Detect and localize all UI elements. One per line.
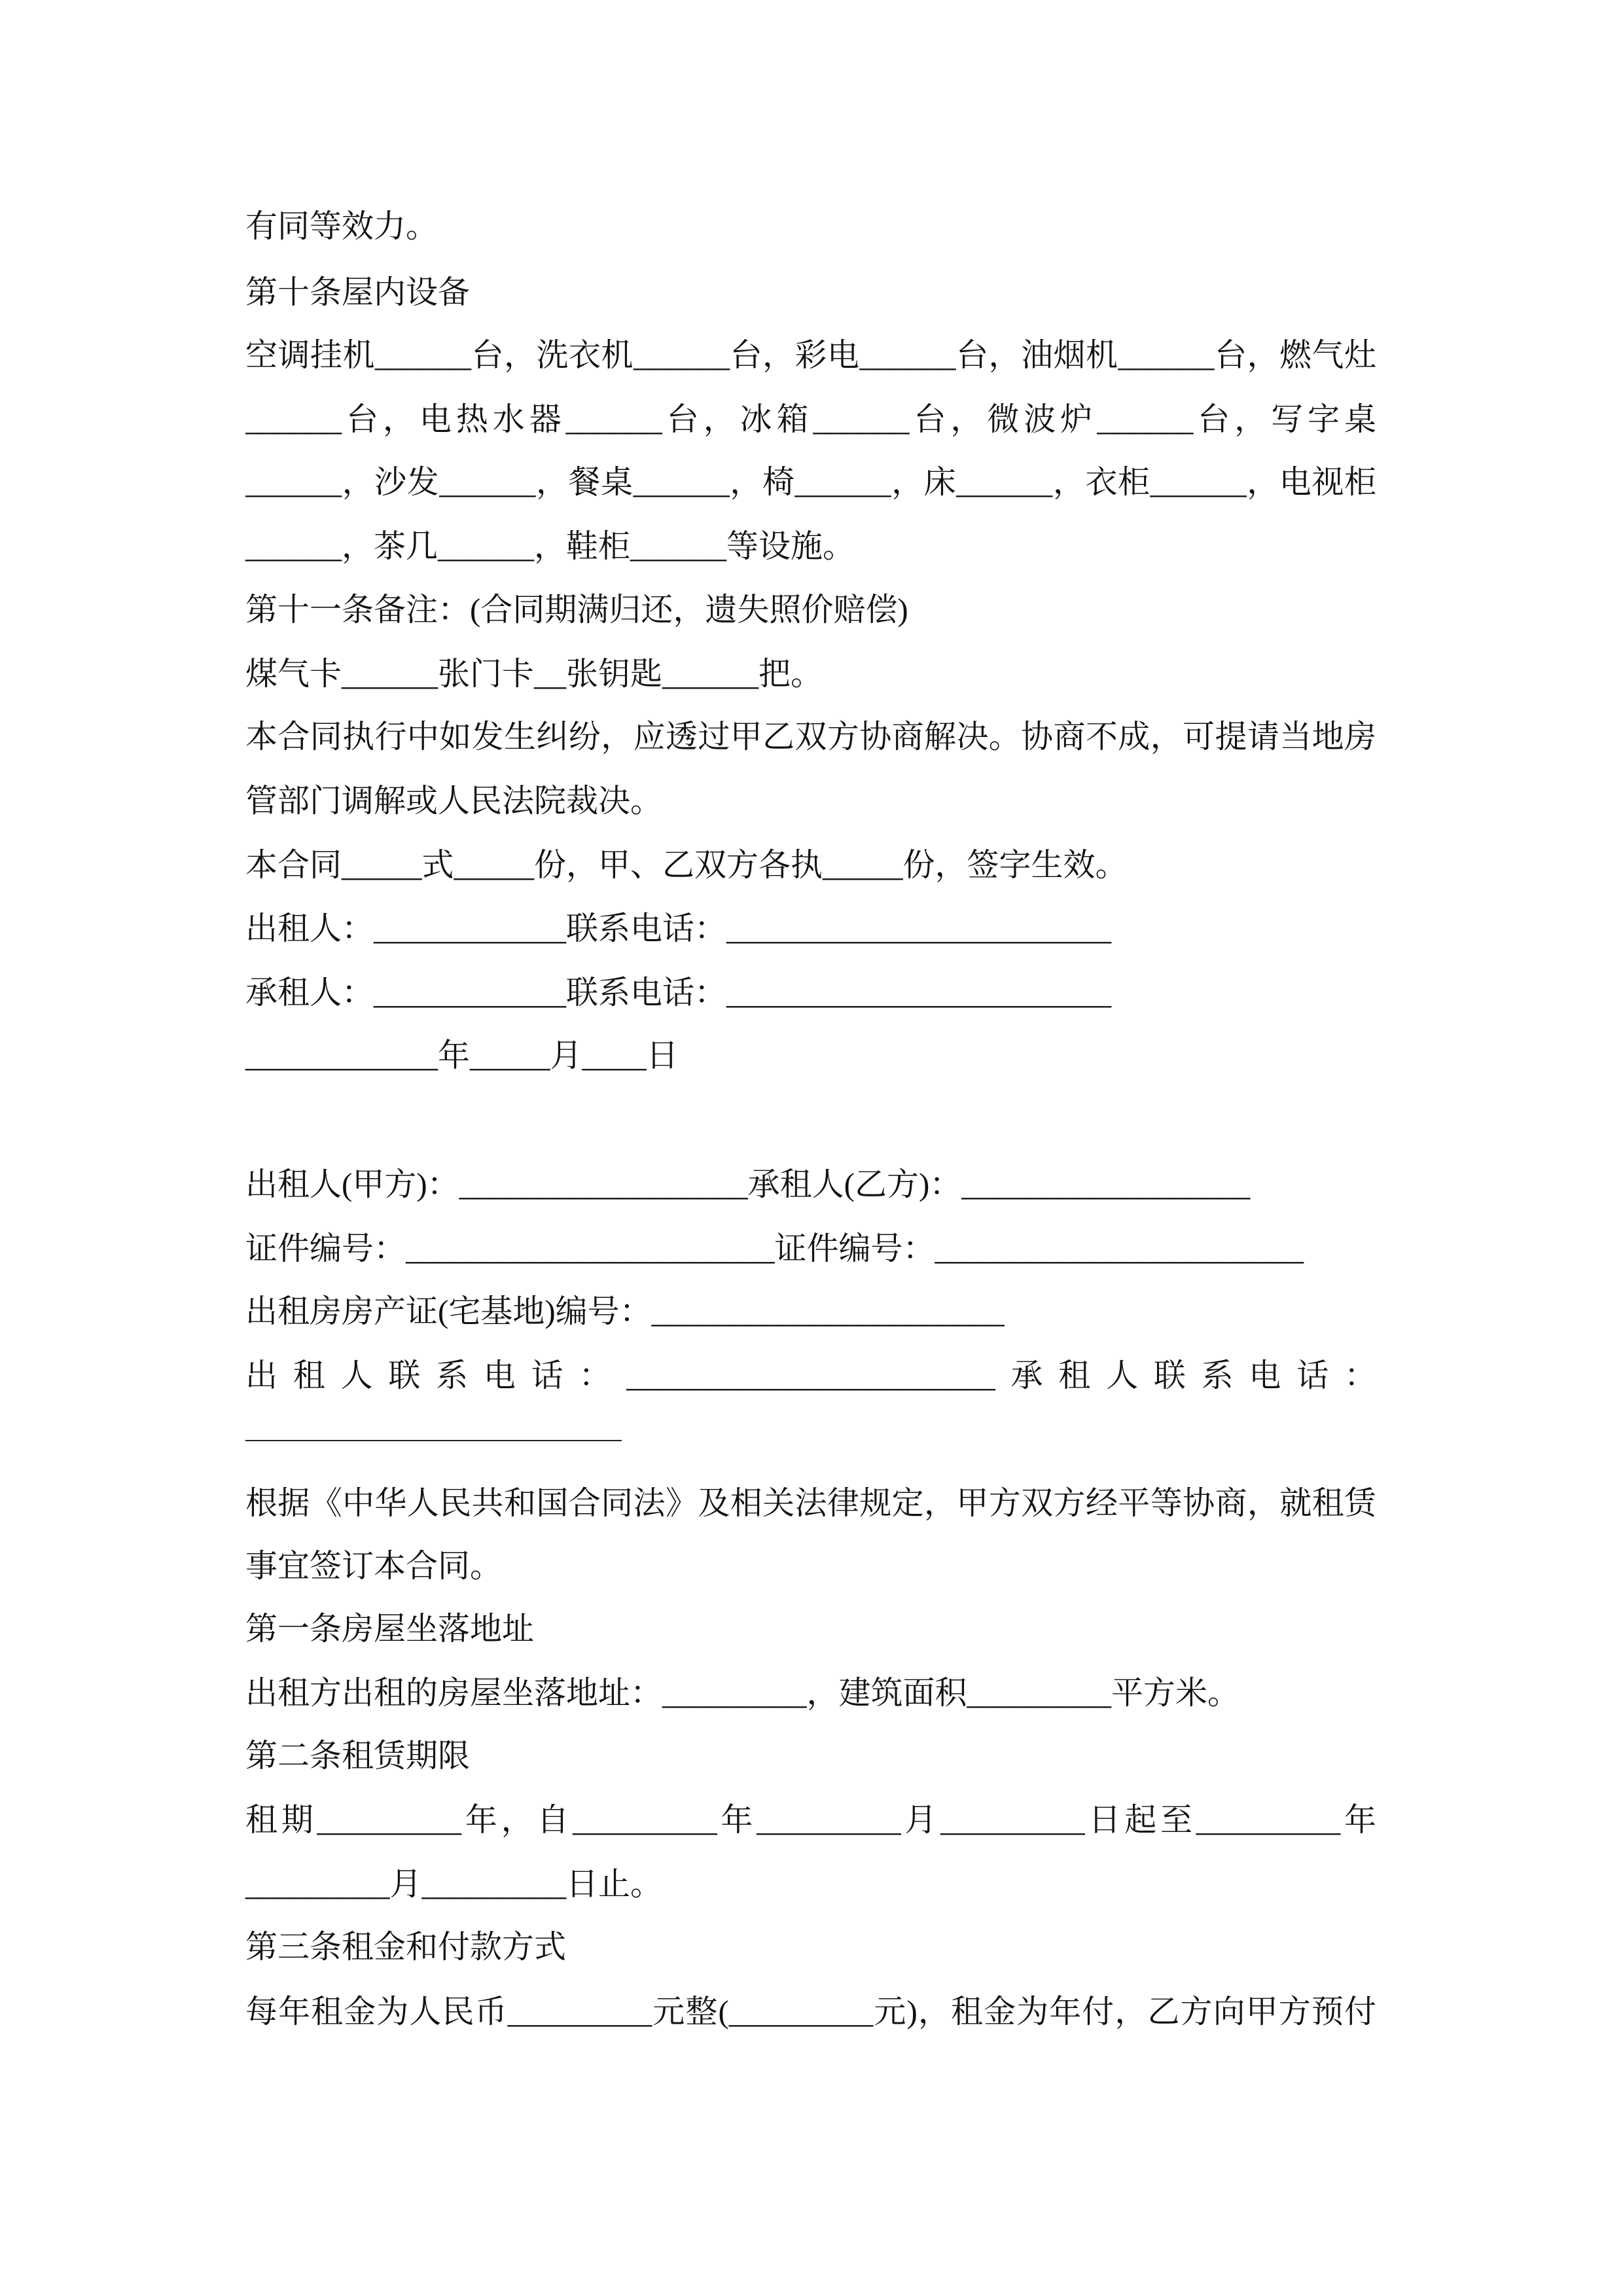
id-number-line: 证件编号：_______________________证件编号：_______________________: [245, 1230, 1304, 1266]
text-line: 本合同_____式_____份，甲、乙双方各执_____份，签字生效。: [245, 847, 1128, 883]
article-2-heading: 第二条租赁期限: [245, 1738, 471, 1774]
article-10-heading: 第十条屋内设备: [245, 274, 471, 310]
blank-rule: [245, 1440, 622, 1441]
text-line: 管部门调解或人民法院裁决。: [245, 783, 663, 819]
article-3-heading: 第三条租金和付款方式: [245, 1929, 567, 1965]
text-line: ______台，电热水器______台，冰箱______台，微波炉______台，写字桌: [245, 401, 1376, 437]
article-1-heading: 第一条房屋坐落地址: [245, 1611, 535, 1647]
text-line: 租期_________年，自_________年_________月_________日起至_________年: [245, 1802, 1376, 1838]
property-certificate-line: 出租房房产证(宅基地)编号：______________________: [245, 1293, 1005, 1329]
text-line: _________月_________日止。: [245, 1866, 663, 1902]
text-line: 事宜签订本合同。: [245, 1548, 503, 1584]
lessor-signature-line: 出租人：____________联系电话：________________________: [245, 910, 1112, 946]
text-line: 煤气卡______张门卡__张钥匙______把。: [245, 656, 823, 692]
text-line: 出租方出租的房屋坐落地址：_________，建筑面积_________平方米。: [245, 1675, 1240, 1711]
text-line: 每年租金为人民币_________元整(_________元)，租金为年付，乙方向甲方预付: [245, 1994, 1376, 2030]
text-line: 根据《中华人民共和国合同法》及相关法律规定，甲方双方经平等协商，就租赁: [245, 1485, 1376, 1521]
date-line: ____________年_____月____日: [245, 1037, 679, 1073]
lessee-signature-line: 承租人：____________联系电话：________________________: [245, 975, 1112, 1011]
parties-line: 出租人(甲方)：__________________承租人(乙方)：__________________: [245, 1166, 1251, 1202]
text-line: 有同等效力。: [245, 208, 438, 244]
text-line: ______，茶几______，鞋柜______等设施。: [245, 528, 855, 564]
article-11-heading: 第十一条备注：(合同期满归还，遗失照价赔偿): [245, 592, 908, 628]
text-line: 本合同执行中如发生纠纷，应透过甲乙双方协商解决。协商不成，可提请当地房: [245, 719, 1376, 755]
text-line: 空调挂机______台，洗衣机______台，彩电______台，油烟机______台，燃气灶: [245, 337, 1376, 373]
text-line: ______，沙发______，餐桌______，椅______，床______，衣柜______，电视柜: [245, 464, 1376, 500]
phone-line: 出租人联系电话：_______________________承租人联系电话：: [245, 1357, 1376, 1393]
